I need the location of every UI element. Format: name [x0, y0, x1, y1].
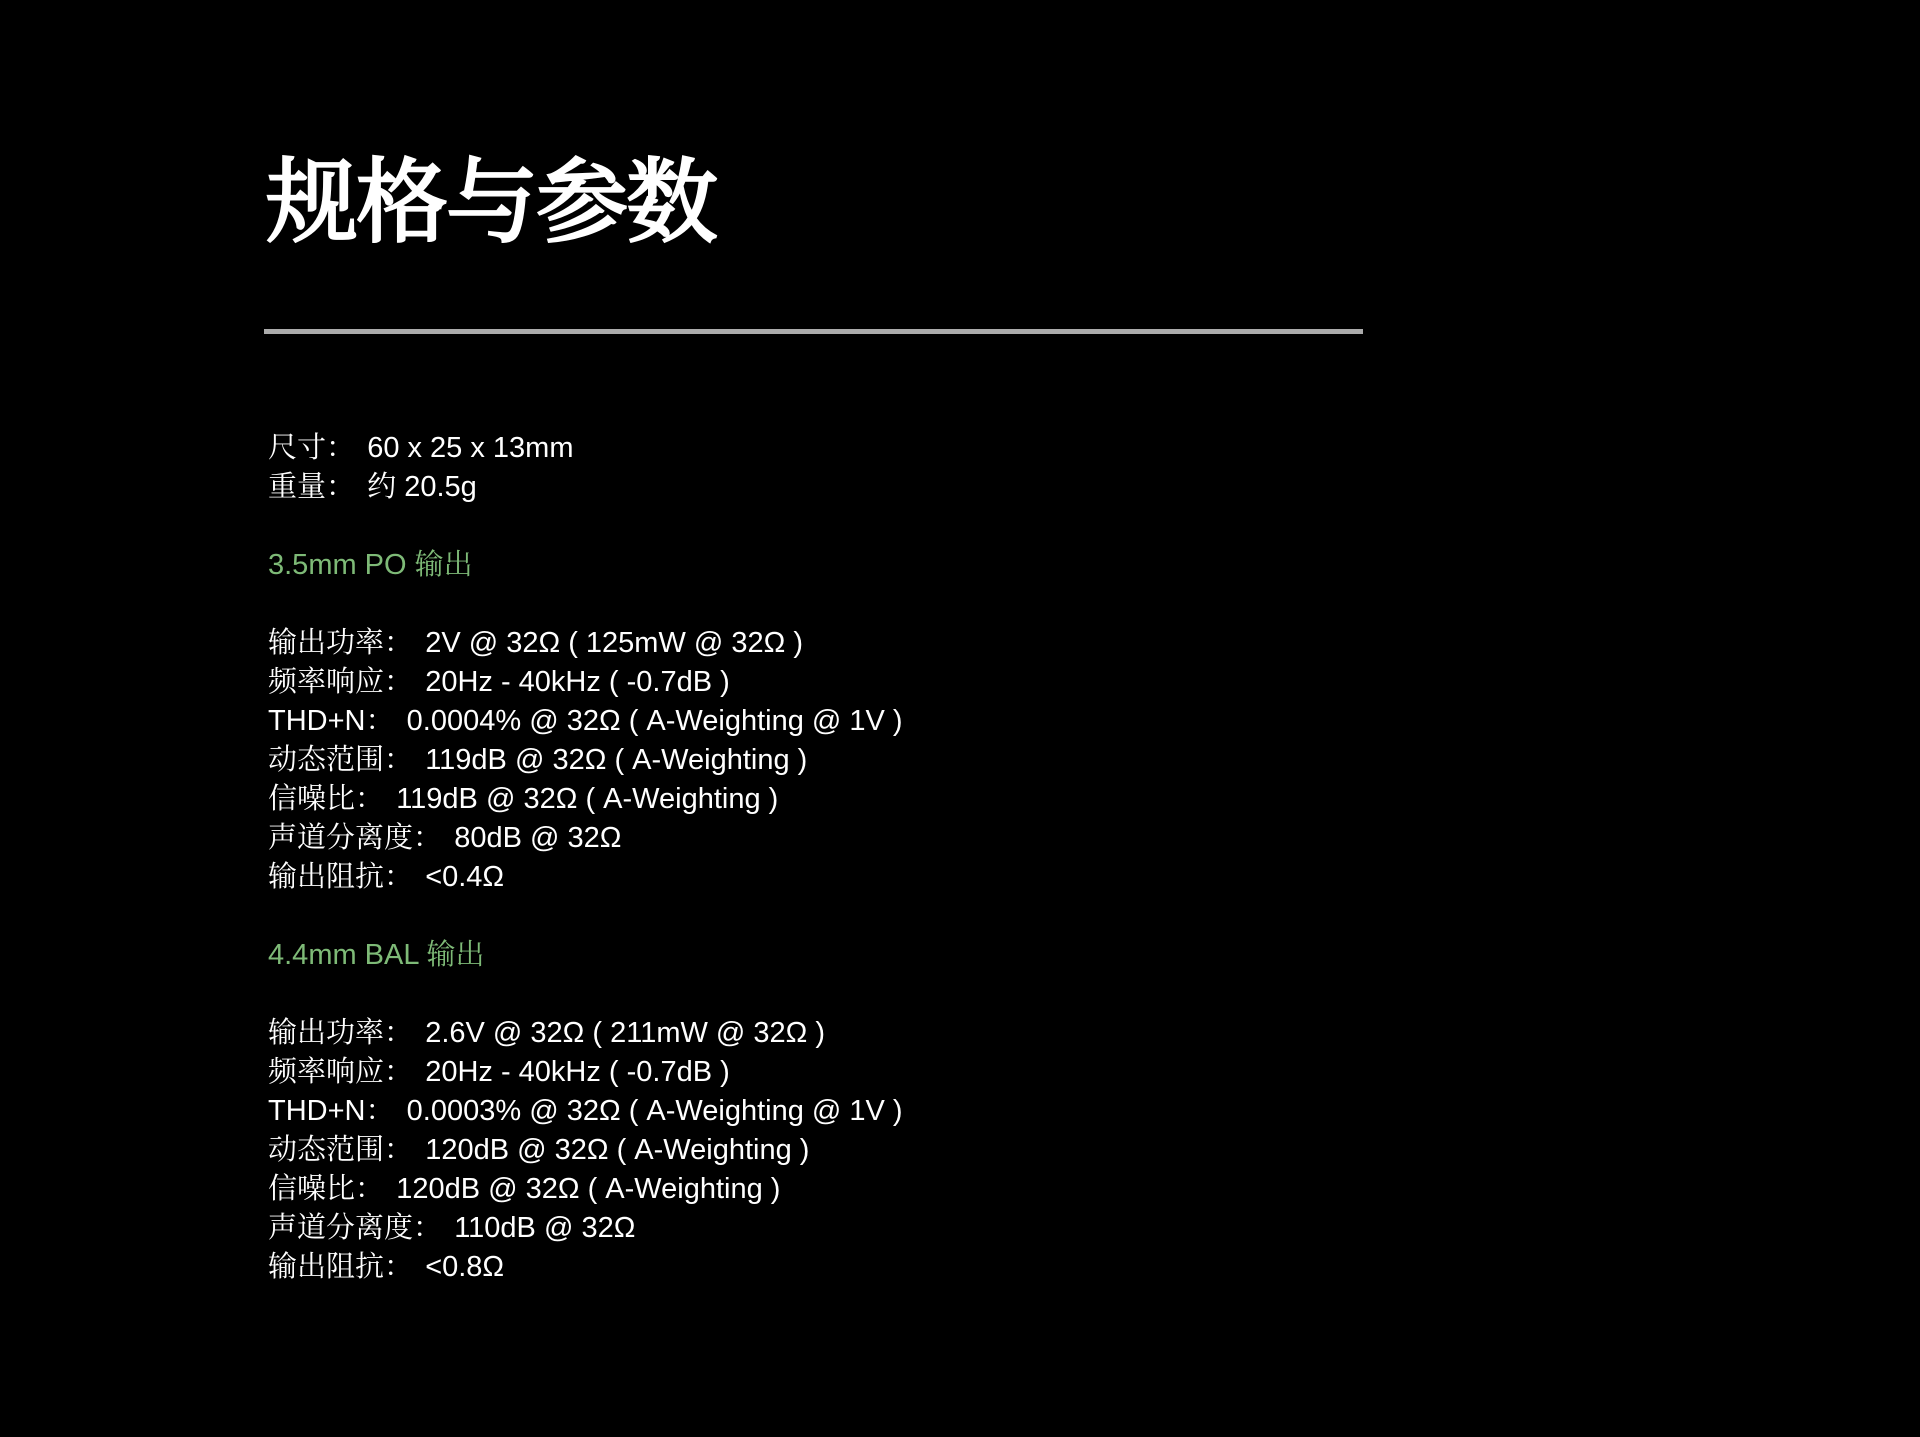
general-specs-group: [268, 429, 1368, 507]
spec-label: 声道分离度：: [268, 1212, 443, 1244]
spec-row: [268, 663, 1368, 702]
spec-label: 信噪比：: [268, 1173, 385, 1205]
spec-row: [268, 741, 1368, 780]
spec-label: 动态范围：: [268, 744, 414, 776]
spec-value: 0.0004% @ 32Ω ( A-Weighting @ 1V ): [406, 705, 903, 737]
spec-value: 2.6V @ 32Ω ( 211mW @ 32Ω ): [425, 1017, 826, 1049]
title-divider-line: [264, 329, 1363, 334]
spec-row: [268, 1053, 1368, 1092]
spec-value: 2V @ 32Ω ( 125mW @ 32Ω ): [425, 627, 804, 659]
specs-block: [268, 429, 1368, 1287]
spec-label: THD+N：: [268, 1095, 395, 1127]
spec-value: 20Hz - 40kHz ( -0.7dB ): [425, 1056, 730, 1088]
spec-label: 输出阻抗：: [268, 1251, 414, 1283]
spec-row: [268, 1131, 1368, 1170]
spec-row: [268, 1170, 1368, 1209]
spec-value: <0.4Ω: [425, 861, 505, 893]
spec-row: [268, 429, 1368, 468]
spec-value: 20Hz - 40kHz ( -0.7dB ): [425, 666, 730, 698]
spec-label: 输出功率：: [268, 627, 414, 659]
spec-row: [268, 1014, 1368, 1053]
spec-value: 119dB @ 32Ω ( A-Weighting ): [425, 744, 808, 776]
spec-value: 60 x 25 x 13mm: [367, 432, 574, 464]
spec-row: [268, 1092, 1368, 1131]
spec-row: [268, 702, 1368, 741]
spec-label: 尺寸：: [268, 432, 356, 464]
spec-value: <0.8Ω: [425, 1251, 505, 1283]
spec-row: [268, 858, 1368, 897]
spec-value: 120dB @ 32Ω ( A-Weighting ): [396, 1173, 781, 1205]
page-title: 规格与参数: [266, 152, 717, 254]
spec-value: 0.0003% @ 32Ω ( A-Weighting @ 1V ): [406, 1095, 903, 1127]
spec-label: 频率响应：: [268, 1056, 414, 1088]
spec-value: 80dB @ 32Ω: [454, 822, 622, 854]
spec-label: 信噪比：: [268, 783, 385, 815]
section-heading: 3.5mm PO 输出: [268, 549, 473, 581]
spec-row: [268, 780, 1368, 819]
spec-label: 动态范围：: [268, 1134, 414, 1166]
output-sections-group: [268, 546, 1368, 1287]
spec-value: 120dB @ 32Ω ( A-Weighting ): [425, 1134, 810, 1166]
section-heading: 4.4mm BAL 输出: [268, 939, 485, 971]
spec-label: 频率响应：: [268, 666, 414, 698]
spec-value: 约 20.5g: [367, 471, 477, 503]
spec-row: [268, 1248, 1368, 1287]
spec-row: [268, 819, 1368, 858]
spec-value: 110dB @ 32Ω: [454, 1212, 636, 1244]
spec-row: [268, 1209, 1368, 1248]
spec-label: 声道分离度：: [268, 822, 443, 854]
spec-label: 重量：: [268, 471, 356, 503]
spec-value: 119dB @ 32Ω ( A-Weighting ): [396, 783, 779, 815]
spec-row: [268, 624, 1368, 663]
spec-row: [268, 468, 1368, 507]
spec-label: 输出功率：: [268, 1017, 414, 1049]
spec-label: 输出阻抗：: [268, 861, 414, 893]
spec-label: THD+N：: [268, 705, 395, 737]
